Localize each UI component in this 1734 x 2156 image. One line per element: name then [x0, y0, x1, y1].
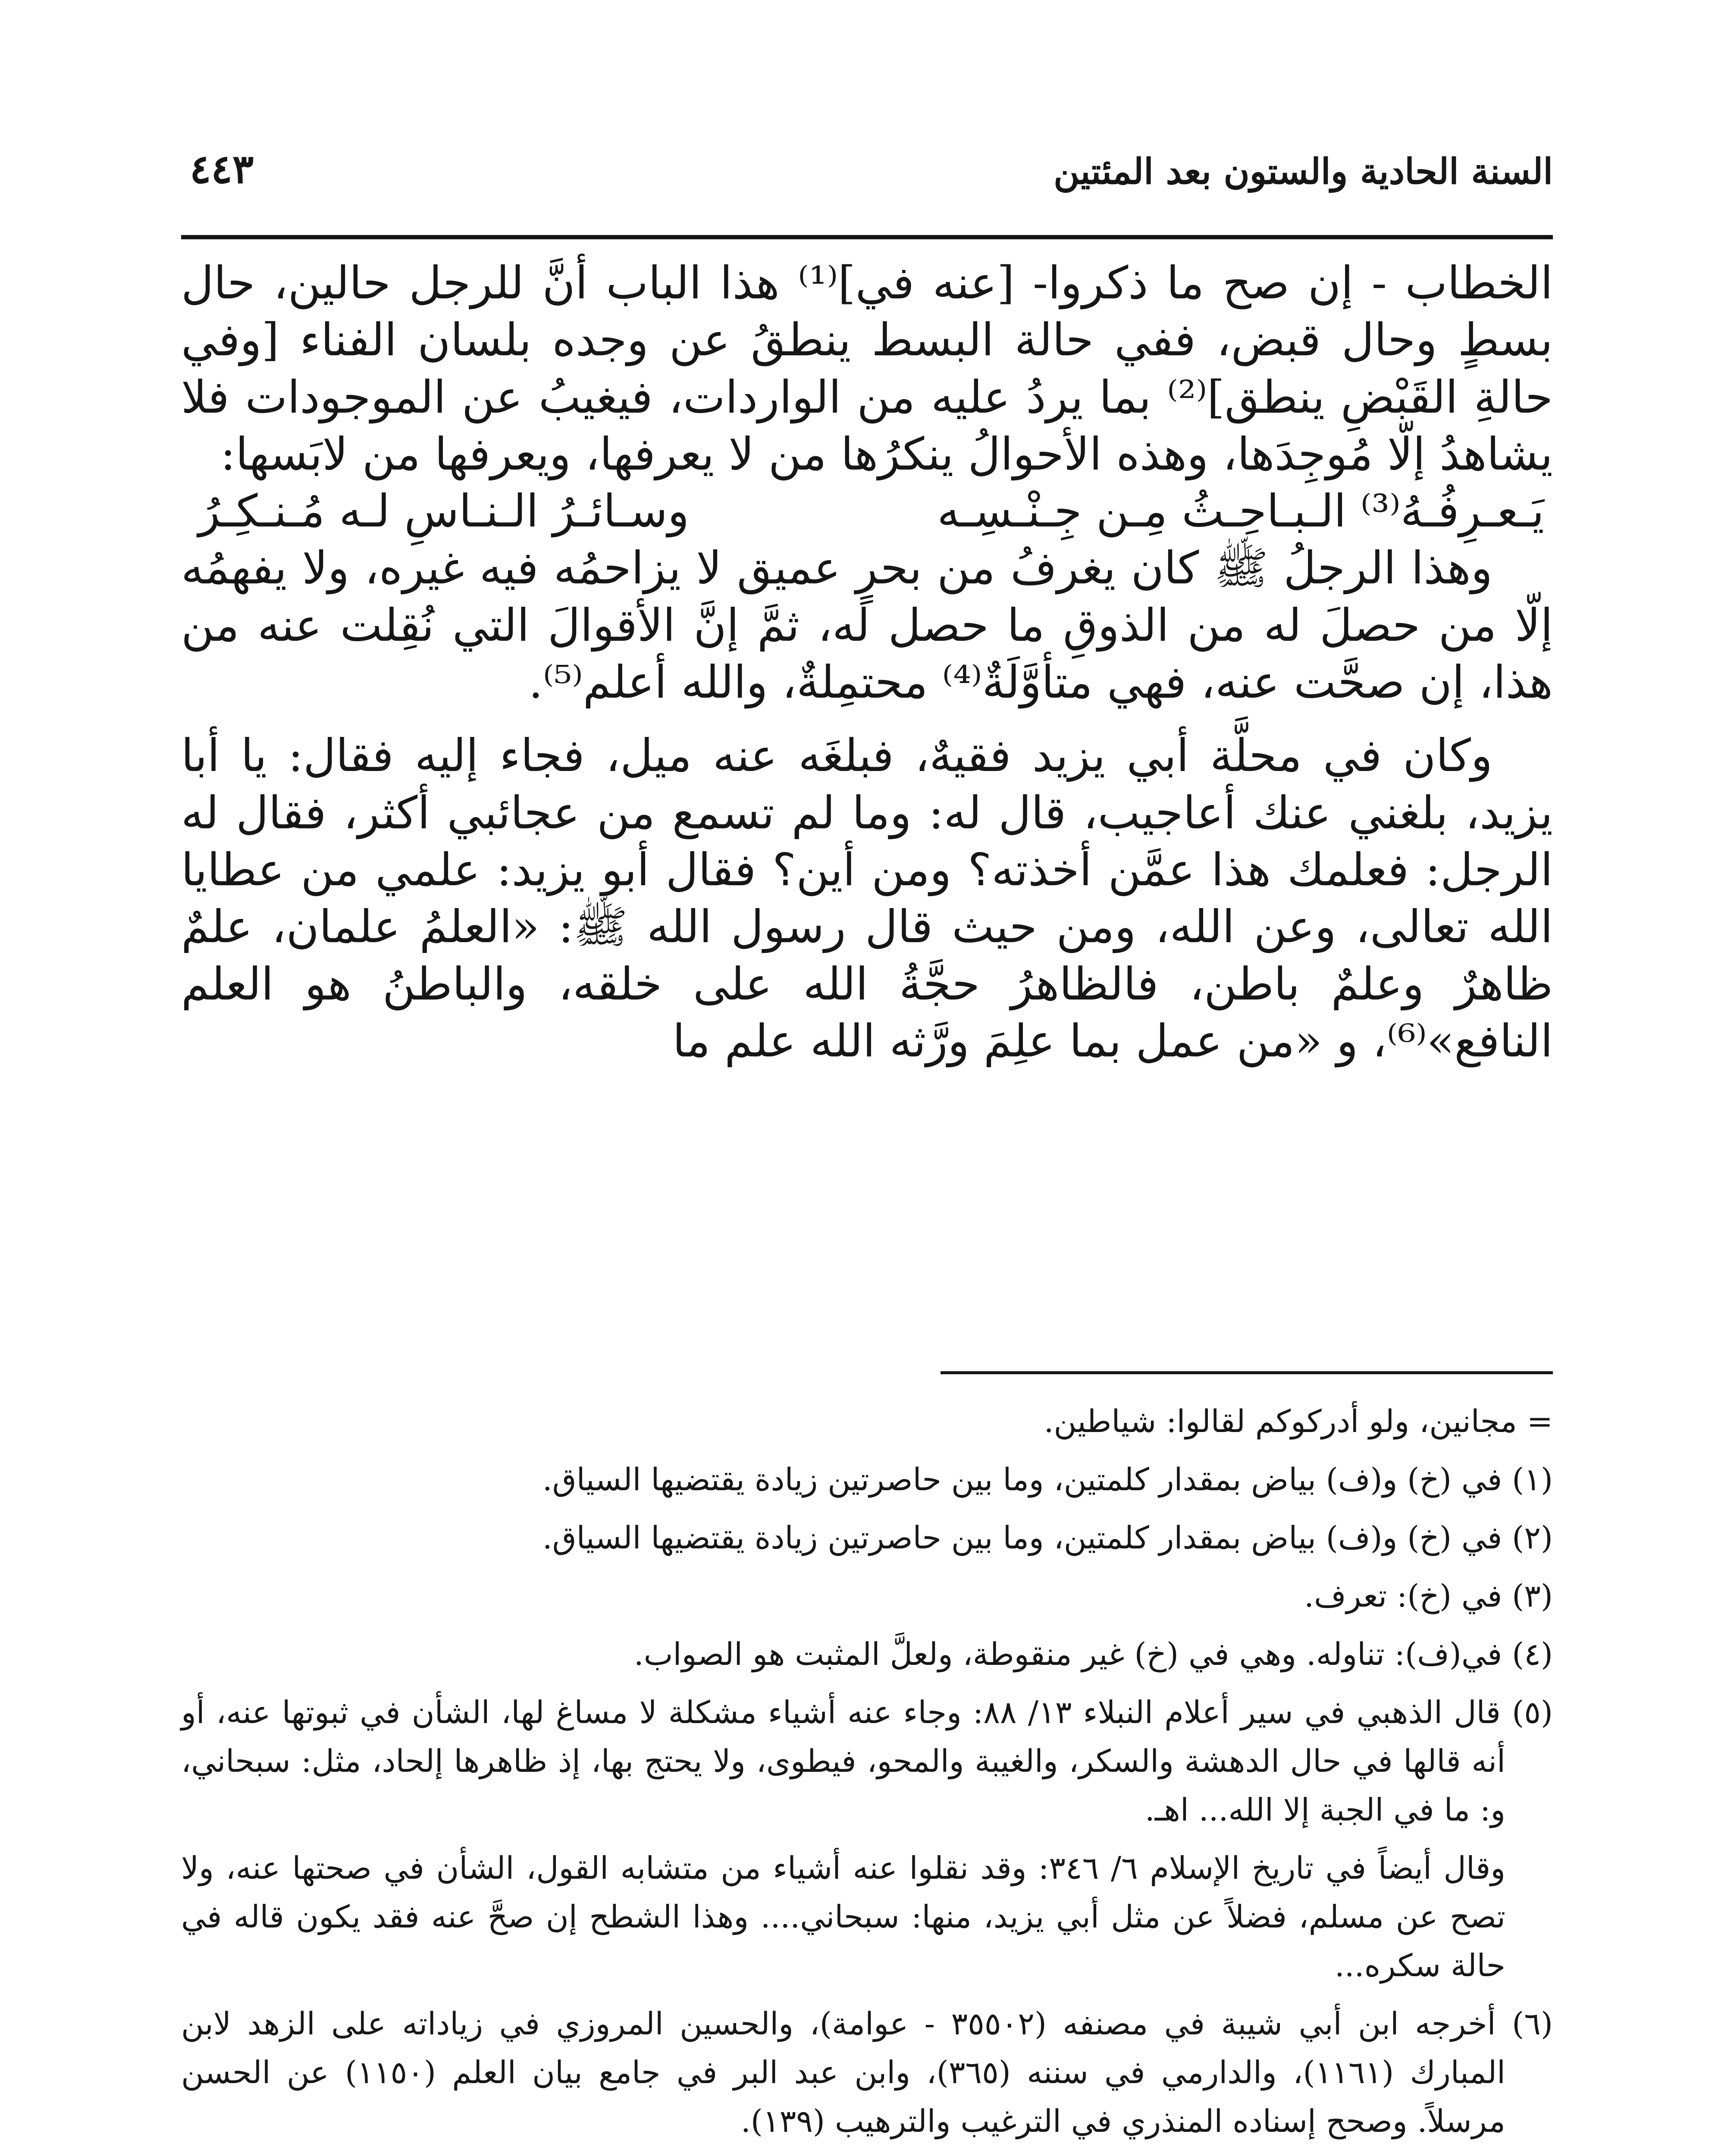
footnote-1: (١) في (خ) و(ف) بياض بمقدار كلمتين، وما بين حاصرتين زيادة يقتضيها السياق. [542, 1461, 1553, 1498]
footnote-6: (٦) أخرجه ابن أبي شيبة في مصنفه (٣٥٥٠٢ - عوامة)، والحسين المروزي في زياداته على الزهد لابن المبارك (١١٦١)، والدارمي في سننه (٣٦٥)، وابن عبد البر في جامع بيان العلم (١١٥٠) عن الحسن مرسلاً. وصحح إسناده المنذري في الترغيب والترهيب (١٣٩). [181, 2006, 1553, 2139]
paragraph-3: وكان في محلَّة أبي يزيد فقيهٌ، فبلغَه عنه ميل، فجاء إليه فقال: يا أبا يزيد، بلغني عنك أعاجيب، قال له: وما لم تسمع من عجائبي أكثر، فقال له الرجل: فعلمك هذا عمَّن أخذته؟ ومن أين؟ فقال أبو يزيد: علمي من عطايا الله تعالى، وعن الله، ومن حيث قال رسول الله ﷺ: «العلمُ علمان، علمٌ ظاهرٌ وعلمٌ باطن، فالظاهرُ حجَّةُ الله على خلقه، والباطنُ هو العلم النافع»⁽⁶⁾، و «من عمل بما علِمَ ورَّثه الله علم ما [181, 729, 1553, 1067]
paragraph-2: وهذا الرجلُ ﷺ كان يغرفُ من بحرٍ عميق لا يزاحمُه فيه غيره، ولا يفهمُه إلّا من حصلَ له من الذوقِ ما حصل له، ثمَّ إنَّ الأقوالَ التي نُقِلت عنه من هذا، إن صحَّت عنه، فهي متأوَّلَةٌ⁽⁴⁾ محتمِلةٌ، والله أعلم⁽⁵⁾. [181, 542, 1553, 709]
paragraph-1: الخطاب - إن صح ما ذكروا- [عنه في]⁽¹⁾ هذا الباب أنَّ للرجل حالين، حال بسطٍ وحال قبض، ففي حالة البسط ينطقُ عن وجده بلسان الفناء [وفي حالةِ القَبْضِ ينطق]⁽²⁾ بما يردُ عليه من الواردات، فيغيبُ عن الموجودات فلا يشاهدُ إلّا مُوجِدَها، وهذه الأحوالُ ينكرُها من لا يعرفها، ويعرفها من لابَسها: [181, 257, 1553, 480]
footnote-3: (٣) في (خ): تعرف. [1304, 1578, 1553, 1614]
footnote-continuation: = مجانين، ولو أدركوكم لقالوا: شياطين. [1044, 1403, 1553, 1439]
page-number: ٤٤٣ [190, 146, 254, 192]
footnote-5-continued: وقال أيضاً في تاريخ الإسلام ٦/ ٣٤٦: وقد نقلوا عنه أشياء من متشابه القول، الشأن في صحتها عنه، ولا تصح عن مسلم، فضلاً عن مثل أبي يزيد، منها: سبحاني.... وهذا الشطح إن صحَّ عنه فقد يكون قاله في حالة سكره... [181, 1850, 1505, 1984]
running-title: السنة الحادية والستون بعد المئتين [1054, 151, 1553, 192]
main-text [181, 254, 1553, 1069]
footnote-4: (٤) في(ف): تناوله. وهي في (خ) غير منقوطة، ولعلَّ المثبت هو الصواب. [633, 1636, 1553, 1672]
header-rule [181, 235, 1553, 239]
verse-second-hemistich: وسـائـرُ الـنـاسِ لـه مُـنـكِـرُ [198, 485, 690, 538]
footnote-separator [941, 1371, 1553, 1374]
footnote-5: (٥) قال الذهبي في سير أعلام النبلاء ١٣/ ٨٨: وجاء عنه أشياء مشكلة لا مساغ لها، الشأن في ثبوتها عنه، أو أنه قالها في حال الدهشة والسكر، والغيبة والمحو، فيطوى، ولا يحتج بها، إذ ظاهرها إلحاد، مثل: سبحاني، و: ما في الجبة إلا الله... اهـ. [181, 1694, 1553, 1828]
poetry-verse [181, 483, 1553, 539]
footnote-2: (٢) في (خ) و(ف) بياض بمقدار كلمتين، وما بين حاصرتين زيادة يقتضيها السياق. [542, 1520, 1553, 1556]
verse-first-hemistich: يَـعـرِفُـهُ⁽³⁾ الـبـاحِـثُ مِـن جِـنْـسِـه [937, 485, 1544, 538]
page-header [181, 142, 1553, 207]
footnotes [181, 1397, 1553, 2156]
